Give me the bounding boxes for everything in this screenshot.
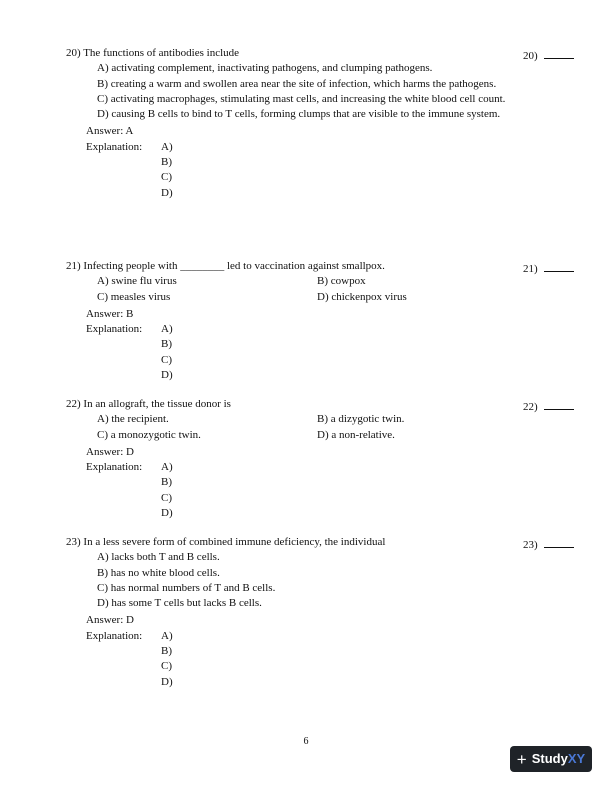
explanation-letter: A): [161, 461, 173, 474]
explanation-letter: A): [161, 629, 173, 642]
option: C) measles virus: [97, 290, 171, 303]
question-text: 22) In an allograft, the tissue donor is: [66, 398, 231, 410]
options-list: [97, 550, 576, 611]
question-stem: [66, 535, 576, 550]
explanation-letter: D): [161, 675, 173, 688]
explanation-block: [86, 140, 576, 201]
answer-blank: [544, 397, 574, 410]
option: B) a dizygotic twin.: [317, 413, 405, 426]
explanation-block: [86, 629, 576, 690]
question-stem: [66, 397, 576, 412]
option: D) causing B cells to bind to T cells, forming clumps that are visible to the immune system.: [97, 108, 501, 121]
answer-line: Answer: A: [86, 125, 134, 138]
answer-blank: [544, 535, 574, 548]
question-stem: [66, 259, 576, 274]
explanation-letter: B): [161, 645, 172, 658]
explanation-letter: D): [161, 507, 173, 520]
question-22: [66, 397, 576, 521]
explanation-label: Explanation:: [86, 323, 143, 336]
brand-prefix: Study: [531, 751, 568, 767]
explanation-letter: C): [161, 491, 172, 504]
explanation-letter: D): [161, 369, 173, 382]
answer-line: Answer: B: [86, 307, 134, 320]
option: A) swine flu virus: [97, 275, 177, 288]
brand-text: [532, 751, 585, 766]
answer-number: 21): [523, 259, 574, 277]
option: A) activating complement, inactivating pathogens, and clumping pathogens.: [97, 62, 433, 75]
explanation-label: Explanation:: [86, 140, 143, 153]
explanation-letter: B): [161, 476, 172, 489]
explanation-label: Explanation:: [86, 629, 143, 642]
page-number: 6: [303, 736, 309, 747]
explanation-letter: C): [161, 171, 172, 184]
option: B) creating a warm and swollen area near the site of infection, which harms the pathogens.: [97, 77, 497, 90]
question-text: 20) The functions of antibodies include: [66, 47, 240, 59]
option: D) has some T cells but lacks B cells.: [97, 597, 262, 610]
question-21: [66, 259, 576, 383]
explanation-letter: D): [161, 186, 173, 199]
explanation-letter: C): [161, 353, 172, 366]
answer-blank: [544, 259, 574, 272]
option: C) has normal numbers of T and B cells.: [97, 581, 276, 594]
option: D) chickenpox virus: [317, 290, 407, 303]
explanation-letter: B): [161, 338, 172, 351]
options-list: [97, 61, 576, 122]
answer-number: 23): [523, 535, 574, 553]
answer-number: 22): [523, 397, 574, 415]
option: D) a non-relative.: [317, 428, 395, 441]
question-20: [66, 46, 576, 201]
studyxy-badge[interactable]: [510, 746, 592, 772]
explanation-letter: A): [161, 323, 173, 336]
brand-suffix: XY: [567, 751, 586, 767]
option: C) a monozygotic twin.: [97, 428, 201, 441]
option: A) lacks both T and B cells.: [97, 551, 220, 564]
option: C) activating macrophages, stimulating mast cells, and increasing the white blood cell count.: [97, 92, 506, 105]
question-stem: [66, 46, 576, 61]
explanation-block: [86, 322, 576, 383]
answer-number: 20): [523, 46, 574, 64]
explanation-letter: C): [161, 660, 172, 673]
question-text: 23) In a less severe form of combined immune deficiency, the individual: [66, 536, 386, 548]
explanation-letter: A): [161, 140, 173, 153]
option: B) cowpox: [317, 275, 366, 288]
explanation-letter: B): [161, 156, 172, 169]
option: A) the recipient.: [97, 413, 169, 426]
question-text: 21) Infecting people with ________ led to vaccination against smallpox.: [66, 260, 385, 272]
explanation-label: Explanation:: [86, 461, 143, 474]
answer-line: Answer: D: [86, 445, 134, 458]
option: B) has no white blood cells.: [97, 566, 220, 579]
answer-blank: [544, 46, 574, 59]
explanation-block: [86, 460, 576, 521]
options-grid: [97, 274, 576, 305]
question-23: [66, 535, 576, 690]
plus-icon: +: [516, 749, 527, 769]
answer-line: Answer: D: [86, 614, 134, 627]
options-grid: [97, 412, 576, 443]
